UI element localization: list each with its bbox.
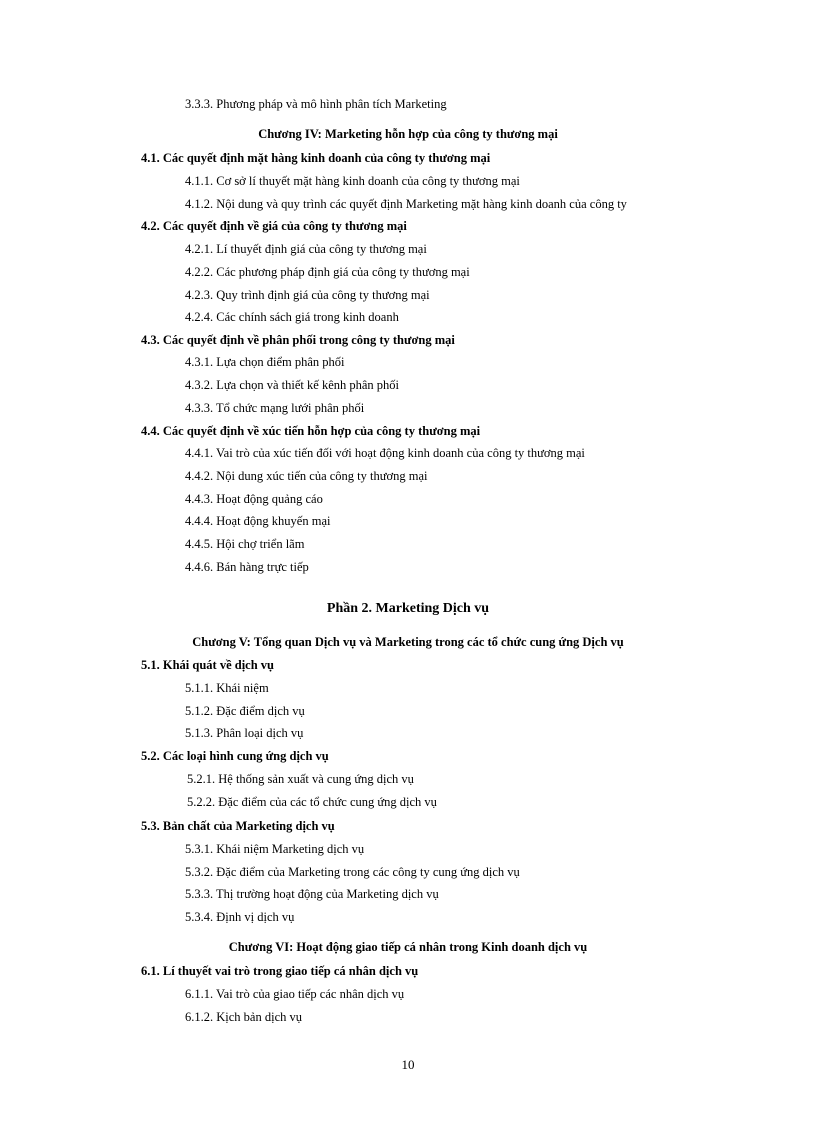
section-heading: 4.4. Các quyết định về xúc tiến hỗn hợp của công ty thương mại xyxy=(141,424,481,438)
toc-item: 4.2.3. Quy trình định giá của công ty thương mại xyxy=(185,288,430,302)
toc-item: 4.2.1. Lí thuyết định giá của công ty thương mại xyxy=(185,242,427,256)
toc-item: 5.2.2. Đặc điểm của các tổ chức cung ứng dịch vụ xyxy=(187,795,437,809)
toc-item: 4.4.4. Hoạt động khuyến mại xyxy=(185,514,331,528)
toc-item: 4.3.2. Lựa chọn và thiết kế kênh phân phối xyxy=(185,378,400,392)
chapter-heading: Chương VI: Hoạt động giao tiếp cá nhân trong Kinh doanh dịch vụ xyxy=(228,940,588,954)
toc-item: 5.3.1. Khái niệm Marketing dịch vụ xyxy=(185,842,365,856)
toc-item: 4.4.2. Nội dung xúc tiến của công ty thương mại xyxy=(185,469,428,483)
toc-item: 6.1.1. Vai trò của giao tiếp các nhân dịch vụ xyxy=(185,987,405,1001)
toc-item: 3.3.3. Phương pháp và mô hình phân tích Marketing xyxy=(185,97,447,111)
section-heading: 5.3. Bản chất của Marketing dịch vụ xyxy=(141,819,335,833)
chapter-heading: Chương V: Tổng quan Dịch vụ và Marketing trong các tổ chức cung ứng Dịch vụ xyxy=(192,635,624,649)
part-heading: Phần 2. Marketing Dịch vụ xyxy=(326,601,490,616)
toc-item: 4.4.6. Bán hàng trực tiếp xyxy=(185,560,309,574)
toc-item: 5.1.3. Phân loại dịch vụ xyxy=(185,726,304,740)
section-heading: 4.1. Các quyết định mặt hàng kinh doanh của công ty thương mại xyxy=(141,151,491,165)
section-heading: 4.3. Các quyết định về phân phối trong công ty thương mại xyxy=(141,333,455,347)
toc-item: 5.2.1. Hệ thống sản xuất và cung ứng dịch vụ xyxy=(187,772,414,786)
toc-item: 4.2.2. Các phương pháp định giá của công ty thương mại xyxy=(185,265,470,279)
toc-item: 4.3.3. Tổ chức mạng lưới phân phối xyxy=(185,401,365,415)
toc-item: 5.1.1. Khái niệm xyxy=(185,681,269,695)
section-heading: 5.2. Các loại hình cung ứng dịch vụ xyxy=(141,749,329,763)
section-heading: 4.2. Các quyết định về giá của công ty thương mại xyxy=(141,219,407,233)
toc-item: 4.4.3. Hoạt động quảng cáo xyxy=(185,492,323,506)
toc-item: 5.1.2. Đặc điểm dịch vụ xyxy=(185,704,305,718)
chapter-heading: Chương IV: Marketing hỗn hợp của công ty thương mại xyxy=(258,127,558,141)
toc-item: 4.4.5. Hội chợ triển lãm xyxy=(185,537,305,551)
toc-item: 4.3.1. Lựa chọn điểm phân phối xyxy=(185,355,345,369)
toc-item: 4.2.4. Các chính sách giá trong kinh doanh xyxy=(185,310,399,324)
section-heading: 5.1. Khái quát về dịch vụ xyxy=(141,658,275,672)
page-number: 10 xyxy=(401,1057,415,1072)
toc-item: 5.3.4. Định vị dịch vụ xyxy=(185,910,295,924)
toc-item: 4.1.2. Nội dung và quy trình các quyết định Marketing mặt hàng kinh doanh của công ty xyxy=(185,197,627,211)
toc-item: 6.1.2. Kịch bản dịch vụ xyxy=(185,1010,302,1024)
toc-item: 5.3.2. Đặc điểm của Marketing trong các công ty cung ứng dịch vụ xyxy=(185,865,520,879)
toc-item: 5.3.3. Thị trường hoạt động của Marketing dịch vụ xyxy=(185,887,439,901)
toc-item: 4.1.1. Cơ sở lí thuyết mặt hàng kinh doanh của công ty thương mại xyxy=(185,174,520,188)
section-heading: 6.1. Lí thuyết vai trò trong giao tiếp cá nhân dịch vụ xyxy=(141,964,419,978)
toc-item: 4.4.1. Vai trò của xúc tiến đối với hoạt động kinh doanh của công ty thương mại xyxy=(185,446,585,460)
